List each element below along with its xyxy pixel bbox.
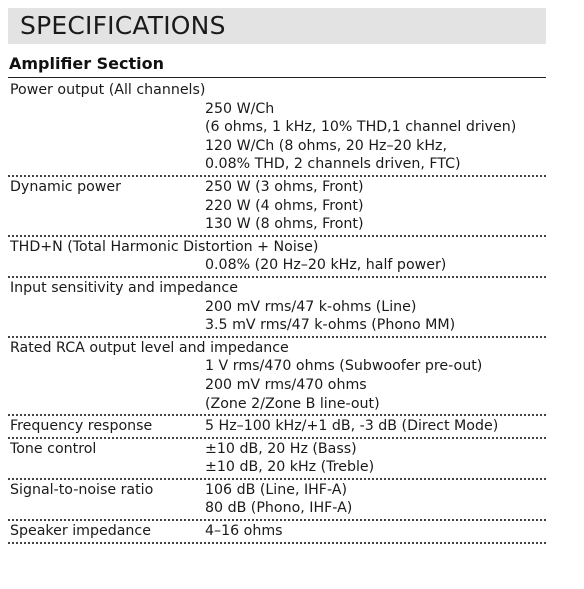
spec-values [8, 100, 546, 174]
spec-value: ±10 dB, 20 kHz (Treble) [205, 459, 375, 476]
spec-value: (Zone 2/Zone B line-out) [205, 395, 380, 412]
spec-value: 220 W (4 ohms, Front) [205, 197, 364, 214]
spec-row-dynamic-power [8, 177, 546, 237]
spec-value: 5 Hz–100 kHz/+1 dB, -3 dB (Direct Mode) [205, 418, 499, 435]
spec-value: 106 dB (Line, IHF-A) [205, 481, 348, 498]
spec-value: 80 dB (Phono, IHF-A) [205, 500, 353, 517]
spec-value: 120 W/Ch (8 ohms, 20 Hz–20 kHz, [205, 137, 447, 154]
spec-list [8, 80, 546, 544]
section-divider [8, 77, 546, 78]
spec-values [8, 357, 546, 413]
spec-row-rated-output [8, 338, 546, 416]
spec-row-frequency-response [8, 416, 546, 439]
spec-value: 130 W (8 ohms, Front) [205, 216, 364, 233]
spec-label: Speaker impedance [10, 523, 151, 540]
spec-row-power-output [8, 80, 546, 177]
spec-label: Frequency response [10, 418, 153, 435]
spec-label: Input sensitivity and impedance [10, 279, 238, 296]
spec-value: 0.08% THD, 2 channels driven, FTC) [205, 156, 461, 173]
spec-value: 1 V rms/470 ohms (Subwoofer pre-out) [205, 358, 483, 375]
spec-value: (6 ohms, 1 kHz, 10% THD,1 channel driven) [205, 119, 517, 136]
spec-value: 250 W/Ch [205, 100, 275, 117]
spec-row-input-sensitivity [8, 278, 546, 338]
spec-value: 200 mV rms/470 ohms [205, 376, 367, 393]
spec-label: Dynamic power [10, 178, 121, 195]
spec-value: 250 W (3 ohms, Front) [205, 178, 364, 195]
spec-value: 200 mV rms/47 k-ohms (Line) [205, 298, 417, 315]
spec-label: Power output (All channels) [10, 82, 206, 98]
section-heading: Amplifier Section [9, 54, 165, 73]
spec-value: 4–16 ohms [205, 523, 283, 540]
spec-label: Rated RCA output level and impedance [10, 339, 289, 356]
spec-row-tone-control [8, 439, 546, 480]
spec-label: Signal-to-noise ratio [10, 481, 154, 498]
spec-label: THD+N (Total Harmonic Distortion + Noise) [10, 238, 319, 255]
spec-label: Tone control [10, 440, 97, 457]
spec-value: 0.08% (20 Hz–20 kHz, half power) [205, 257, 447, 274]
spec-values [8, 256, 546, 275]
title-bar [8, 8, 546, 44]
spec-value: ±10 dB, 20 Hz (Bass) [205, 440, 357, 457]
page-title: SPECIFICATIONS [20, 11, 226, 40]
spec-value: 3.5 mV rms/47 k-ohms (Phono MM) [205, 317, 456, 334]
spec-row-signal-to-noise [8, 480, 546, 521]
spec-row-thd [8, 237, 546, 278]
spec-values [8, 298, 546, 335]
spec-row-speaker-impedance [8, 521, 546, 544]
